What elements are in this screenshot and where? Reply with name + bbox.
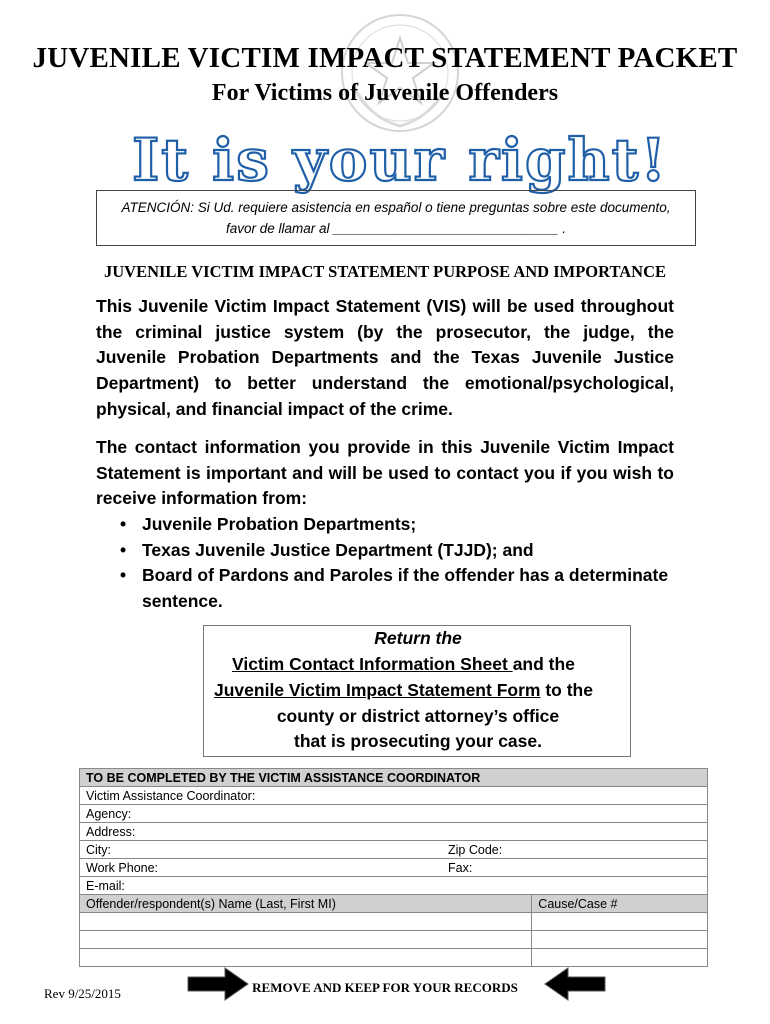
- table-row: [80, 769, 708, 787]
- table-row: [80, 949, 708, 967]
- banner-text: It is your right!: [132, 126, 668, 194]
- list-item: [116, 538, 686, 564]
- return-line-3: [214, 680, 632, 701]
- coordinator-table-header: TO BE COMPLETED BY THE VICTIM ASSISTANCE COORDINATOR: [80, 769, 708, 787]
- return-to-the: to the: [540, 680, 593, 700]
- return-line-4: county or district attorney’s office: [276, 706, 560, 726]
- keep-records-notice: REMOVE AND KEEP FOR YOUR RECORDS: [252, 980, 518, 995]
- return-line-5: that is prosecuting your case.: [294, 731, 542, 751]
- bullet-icon: •: [120, 565, 127, 586]
- revision-date: Rev 9/25/2015: [44, 986, 121, 1001]
- list-item: [116, 563, 686, 614]
- return-and-the: and the: [512, 654, 575, 674]
- spanish-notice-box: [96, 190, 696, 246]
- return-line-1: Return the: [374, 628, 462, 648]
- section-heading: JUVENILE VICTIM IMPACT STATEMENT PURPOSE AND IMPORTANCE: [103, 262, 666, 281]
- return-line-2: [232, 654, 632, 675]
- fax-field[interactable]: Fax:: [448, 860, 473, 875]
- purpose-paragraph: This Juvenile Victim Impact Statement (VIS) will be used throughout the criminal justice system (by the prosecutor, the judge, the Juvenile Probation Departments and the Texas Juvenile Justice Department) to better understand the emotional/psychological, physical, and financial impact of the crime.: [96, 296, 674, 419]
- table-row: [80, 823, 708, 841]
- table-row: [80, 841, 708, 859]
- notice-line-end: .: [558, 221, 567, 236]
- phone-fax-row-cell: [80, 859, 708, 877]
- city-field[interactable]: City:: [86, 842, 111, 857]
- notice-line-1: ATENCIÓN: Si Ud. requiere asistencia en español o tiene preguntas sobre este documento,: [121, 200, 671, 215]
- table-row: [80, 931, 708, 949]
- offender-name-header: Offender/respondent(s) Name (Last, First MI): [80, 895, 532, 913]
- coordinator-table: [79, 768, 708, 967]
- list-item: [116, 512, 686, 538]
- agency-field[interactable]: Agency:: [80, 805, 708, 823]
- contact-paragraph: The contact information you provide in this Juvenile Victim Impact Statement is important and will be used to contact you if you wish to receive information from:: [96, 437, 674, 509]
- cause-case-cell[interactable]: [532, 949, 708, 967]
- offender-name-cell[interactable]: [80, 913, 532, 931]
- coordinator-field[interactable]: Victim Assistance Coordinator:: [80, 787, 708, 805]
- bullet-text: Juvenile Probation Departments;: [142, 514, 417, 534]
- your-right-banner: [90, 122, 710, 197]
- table-row: [80, 859, 708, 877]
- email-field[interactable]: E-mail:: [80, 877, 708, 895]
- city-zip-row-cell: [80, 841, 708, 859]
- zip-code-field[interactable]: Zip Code:: [448, 842, 503, 857]
- table-row: [80, 787, 708, 805]
- address-field[interactable]: Address:: [80, 823, 708, 841]
- notice-phone-blank[interactable]: ______________________________: [333, 221, 559, 236]
- table-row: [80, 913, 708, 931]
- bullet-icon: •: [120, 514, 127, 534]
- offender-name-cell[interactable]: [80, 931, 532, 949]
- table-row: [80, 877, 708, 895]
- cause-case-header: Cause/Case #: [532, 895, 708, 913]
- cause-case-cell[interactable]: [532, 913, 708, 931]
- offender-name-cell[interactable]: [80, 949, 532, 967]
- notice-call-label: favor de llamar al: [225, 221, 330, 236]
- bullet-text: Texas Juvenile Justice Department (TJJD); and: [142, 539, 534, 560]
- impact-form-name: Juvenile Victim Impact Statement Form: [214, 680, 541, 700]
- bullet-icon: •: [120, 539, 127, 560]
- bullet-text: Board of Pardons and Paroles if the offender has a determinate sentence.: [142, 565, 669, 612]
- table-row: [80, 805, 708, 823]
- work-phone-field[interactable]: Work Phone:: [86, 860, 159, 875]
- return-instructions-box: [203, 625, 631, 757]
- victim-contact-sheet-name: Victim Contact Information Sheet: [232, 654, 513, 674]
- agency-bullet-list: [116, 512, 686, 615]
- table-row: [80, 895, 708, 913]
- cause-case-cell[interactable]: [532, 931, 708, 949]
- notice-line-2: [97, 218, 695, 239]
- packet-title: JUVENILE VICTIM IMPACT STATEMENT PACKET: [32, 42, 738, 74]
- packet-subtitle: For Victims of Juvenile Offenders: [211, 80, 559, 106]
